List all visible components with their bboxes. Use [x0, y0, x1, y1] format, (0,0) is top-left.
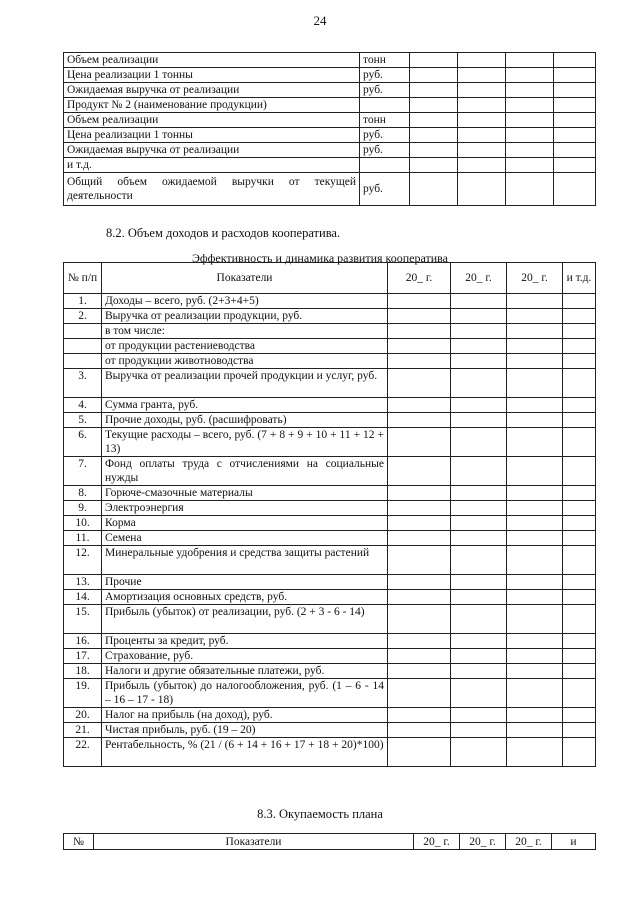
row-unit: руб.: [360, 128, 410, 143]
value-cell: [451, 413, 507, 428]
header-year-2: 20_ г.: [460, 834, 506, 850]
value-cell: [507, 428, 563, 457]
table-row: [64, 590, 596, 605]
row-unit: тонн: [360, 113, 410, 128]
row-number: 12.: [64, 546, 102, 575]
sales-table: [63, 52, 596, 206]
payback-table: [63, 833, 596, 850]
value-cell: [451, 294, 507, 309]
row-number: [64, 324, 102, 339]
value-cell: [388, 723, 451, 738]
value-cell: [451, 457, 507, 486]
row-label: Объем реализации: [64, 53, 360, 68]
value-cell: [563, 516, 596, 531]
value-cell: [507, 354, 563, 369]
table-row: [64, 531, 596, 546]
value-cell: [563, 605, 596, 634]
value-cell: [451, 531, 507, 546]
header-year-2: 20_ г.: [451, 263, 507, 294]
table-row: [64, 546, 596, 575]
value-cell: [451, 664, 507, 679]
value-cell: [388, 679, 451, 708]
row-unit: руб.: [360, 173, 410, 206]
table-row: [64, 634, 596, 649]
row-indicator: от продукции растениеводства: [102, 339, 388, 354]
row-label: Общий объем ожидаемой выручки от текущей деятельности: [64, 173, 360, 206]
value-cell: [388, 590, 451, 605]
row-unit: руб.: [360, 143, 410, 158]
value-cell: [388, 649, 451, 664]
value-cell: [507, 590, 563, 605]
row-indicator: Чистая прибыль, руб. (19 – 20): [102, 723, 388, 738]
value-cell: [507, 634, 563, 649]
table-row: [64, 158, 596, 173]
header-year-1: 20_ г.: [388, 263, 451, 294]
row-indicator: Текущие расходы – всего, руб. (7 + 8 + 9 + 10 + 11 + 12 + 13): [102, 428, 388, 457]
value-cell: [507, 457, 563, 486]
value-cell: [388, 531, 451, 546]
row-indicator: Амортизация основных средств, руб.: [102, 590, 388, 605]
row-number: 15.: [64, 605, 102, 634]
row-label: Ожидаемая выручка от реализации: [64, 143, 360, 158]
value-cell: [563, 590, 596, 605]
row-number: 22.: [64, 738, 102, 767]
table-row: [64, 113, 596, 128]
value-cell: [507, 501, 563, 516]
value-cell: [507, 649, 563, 664]
value-cell: [451, 590, 507, 605]
row-unit: [360, 98, 410, 113]
table-header-row: [64, 834, 596, 850]
row-number: 18.: [64, 664, 102, 679]
row-indicator: Электроэнергия: [102, 501, 388, 516]
value-cell: [563, 294, 596, 309]
header-year-3: 20_ г.: [507, 263, 563, 294]
row-number: 20.: [64, 708, 102, 723]
value-cell: [507, 738, 563, 767]
value-cell: [388, 605, 451, 634]
table-row: [64, 143, 596, 158]
row-indicator: Сумма гранта, руб.: [102, 398, 388, 413]
value-cell: [388, 339, 451, 354]
row-number: 3.: [64, 369, 102, 398]
value-cell: [563, 649, 596, 664]
value-cell: [451, 605, 507, 634]
row-number: 21.: [64, 723, 102, 738]
row-indicator: Прочие: [102, 575, 388, 590]
value-cell: [507, 723, 563, 738]
value-cell: [563, 339, 596, 354]
value-cell: [451, 369, 507, 398]
header-indicator: Показатели: [102, 263, 388, 294]
row-indicator: Налоги и другие обязательные платежи, руб.: [102, 664, 388, 679]
value-cell: [451, 649, 507, 664]
value-cell: [388, 294, 451, 309]
value-cell: [388, 309, 451, 324]
row-number: 9.: [64, 501, 102, 516]
row-number: 17.: [64, 649, 102, 664]
row-label: Объем реализации: [64, 113, 360, 128]
row-indicator: Проценты за кредит, руб.: [102, 634, 388, 649]
value-cell: [388, 457, 451, 486]
table-row: [64, 708, 596, 723]
table-row: [64, 486, 596, 501]
row-unit: руб.: [360, 83, 410, 98]
header-num: № п/п: [64, 263, 102, 294]
value-cell: [507, 605, 563, 634]
value-cell: [507, 664, 563, 679]
row-indicator: Рентабельность, % (21 / (6 + 14 + 16 + 17 + 18 + 20)*100): [102, 738, 388, 767]
row-label: Ожидаемая выручка от реализации: [64, 83, 360, 98]
row-label: и т.д.: [64, 158, 360, 173]
value-cell: [507, 546, 563, 575]
value-cell: [388, 324, 451, 339]
table-row: [64, 324, 596, 339]
value-cell: [388, 354, 451, 369]
value-cell: [507, 398, 563, 413]
row-number: 2.: [64, 309, 102, 324]
value-cell: [388, 413, 451, 428]
row-indicator: Минеральные удобрения и средства защиты растений: [102, 546, 388, 575]
value-cell: [388, 369, 451, 398]
table-row: [64, 294, 596, 309]
row-unit: тонн: [360, 53, 410, 68]
value-cell: [563, 679, 596, 708]
row-number: 7.: [64, 457, 102, 486]
header-etc: и т.д.: [563, 263, 596, 294]
row-indicator: Фонд оплаты труда с отчислениями на социальные нужды: [102, 457, 388, 486]
value-cell: [563, 634, 596, 649]
value-cell: [451, 546, 507, 575]
value-cell: [563, 738, 596, 767]
row-unit: [360, 158, 410, 173]
table-row: [64, 679, 596, 708]
value-cell: [563, 324, 596, 339]
value-cell: [451, 324, 507, 339]
value-cell: [451, 339, 507, 354]
efficiency-table: [63, 262, 596, 767]
value-cell: [388, 634, 451, 649]
header-year-1: 20_ г.: [414, 834, 460, 850]
row-indicator: от продукции животноводства: [102, 354, 388, 369]
value-cell: [507, 369, 563, 398]
value-cell: [507, 294, 563, 309]
value-cell: [388, 664, 451, 679]
row-number: [64, 354, 102, 369]
value-cell: [388, 546, 451, 575]
value-cell: [563, 486, 596, 501]
row-number: 4.: [64, 398, 102, 413]
row-indicator: Страхование, руб.: [102, 649, 388, 664]
table-row: [64, 309, 596, 324]
table-row: [64, 649, 596, 664]
value-cell: [451, 398, 507, 413]
table-row: [64, 369, 596, 398]
row-number: 16.: [64, 634, 102, 649]
table-row: [64, 723, 596, 738]
row-number: [64, 339, 102, 354]
row-indicator: Семена: [102, 531, 388, 546]
row-number: 5.: [64, 413, 102, 428]
value-cell: [507, 413, 563, 428]
table-row: [64, 575, 596, 590]
value-cell: [563, 664, 596, 679]
row-number: 6.: [64, 428, 102, 457]
value-cell: [451, 679, 507, 708]
value-cell: [563, 398, 596, 413]
value-cell: [451, 723, 507, 738]
row-indicator: в том числе:: [102, 324, 388, 339]
value-cell: [563, 723, 596, 738]
value-cell: [451, 486, 507, 501]
header-num: №: [64, 834, 94, 850]
row-label: Цена реализации 1 тонны: [64, 128, 360, 143]
value-cell: [507, 324, 563, 339]
row-indicator: Доходы – всего, руб. (2+3+4+5): [102, 294, 388, 309]
header-etc: и: [552, 834, 596, 850]
value-cell: [507, 708, 563, 723]
value-cell: [388, 738, 451, 767]
table-row: [64, 516, 596, 531]
value-cell: [563, 575, 596, 590]
row-indicator: Налог на прибыль (на доход), руб.: [102, 708, 388, 723]
row-indicator: Корма: [102, 516, 388, 531]
value-cell: [563, 546, 596, 575]
table-row: [64, 83, 596, 98]
value-cell: [451, 428, 507, 457]
value-cell: [563, 309, 596, 324]
section-8-2-title: 8.2. Объем доходов и расходов кооператива.: [106, 226, 341, 240]
value-cell: [563, 457, 596, 486]
row-number: 19.: [64, 679, 102, 708]
value-cell: [451, 738, 507, 767]
value-cell: [563, 501, 596, 516]
header-indicator: Показатели: [94, 834, 414, 850]
row-indicator: Выручка от реализации прочей продукции и услуг, руб.: [102, 369, 388, 398]
row-label: Цена реализации 1 тонны: [64, 68, 360, 83]
table-row: [64, 605, 596, 634]
row-indicator: Прочие доходы, руб. (расшифровать): [102, 413, 388, 428]
table-row: [64, 339, 596, 354]
table-row: [64, 501, 596, 516]
value-cell: [451, 516, 507, 531]
value-cell: [507, 516, 563, 531]
table-row: [64, 398, 596, 413]
header-year-3: 20_ г.: [506, 834, 552, 850]
table-row: [64, 413, 596, 428]
value-cell: [507, 339, 563, 354]
value-cell: [388, 708, 451, 723]
row-number: 11.: [64, 531, 102, 546]
value-cell: [451, 501, 507, 516]
value-cell: [388, 398, 451, 413]
row-unit: руб.: [360, 68, 410, 83]
table-caption: Эффективность и динамика развития кооператива: [191, 251, 448, 265]
value-cell: [507, 486, 563, 501]
value-cell: [388, 516, 451, 531]
table-row: [64, 68, 596, 83]
table-row: [64, 457, 596, 486]
value-cell: [563, 428, 596, 457]
value-cell: [507, 679, 563, 708]
table-row: [64, 53, 596, 68]
table-header-row: [64, 263, 596, 294]
value-cell: [451, 708, 507, 723]
table-row: [64, 173, 596, 206]
row-indicator: Горюче-смазочные материалы: [102, 486, 388, 501]
row-label: Продукт № 2 (наименование продукции): [64, 98, 360, 113]
row-number: 14.: [64, 590, 102, 605]
value-cell: [451, 354, 507, 369]
value-cell: [563, 708, 596, 723]
value-cell: [563, 369, 596, 398]
row-number: 8.: [64, 486, 102, 501]
value-cell: [563, 413, 596, 428]
table-row: [64, 738, 596, 767]
row-number: 13.: [64, 575, 102, 590]
row-indicator: Прибыль (убыток) от реализации, руб. (2 + 3 - 6 - 14): [102, 605, 388, 634]
table-row: [64, 428, 596, 457]
value-cell: [507, 309, 563, 324]
value-cell: [388, 486, 451, 501]
value-cell: [451, 575, 507, 590]
row-number: 10.: [64, 516, 102, 531]
table-row: [64, 354, 596, 369]
value-cell: [388, 575, 451, 590]
value-cell: [563, 354, 596, 369]
page-number: 24: [313, 13, 327, 28]
value-cell: [388, 428, 451, 457]
value-cell: [451, 309, 507, 324]
value-cell: [563, 531, 596, 546]
row-number: 1.: [64, 294, 102, 309]
value-cell: [507, 531, 563, 546]
table-row: [64, 98, 596, 113]
table-row: [64, 664, 596, 679]
value-cell: [451, 634, 507, 649]
section-8-3-title: 8.3. Окупаемость плана: [257, 807, 383, 821]
row-indicator: Выручка от реализации продукции, руб.: [102, 309, 388, 324]
value-cell: [507, 575, 563, 590]
value-cell: [388, 501, 451, 516]
row-indicator: Прибыль (убыток) до налогообложения, руб. (1 – 6 - 14 – 16 – 17 - 18): [102, 679, 388, 708]
table-row: [64, 128, 596, 143]
